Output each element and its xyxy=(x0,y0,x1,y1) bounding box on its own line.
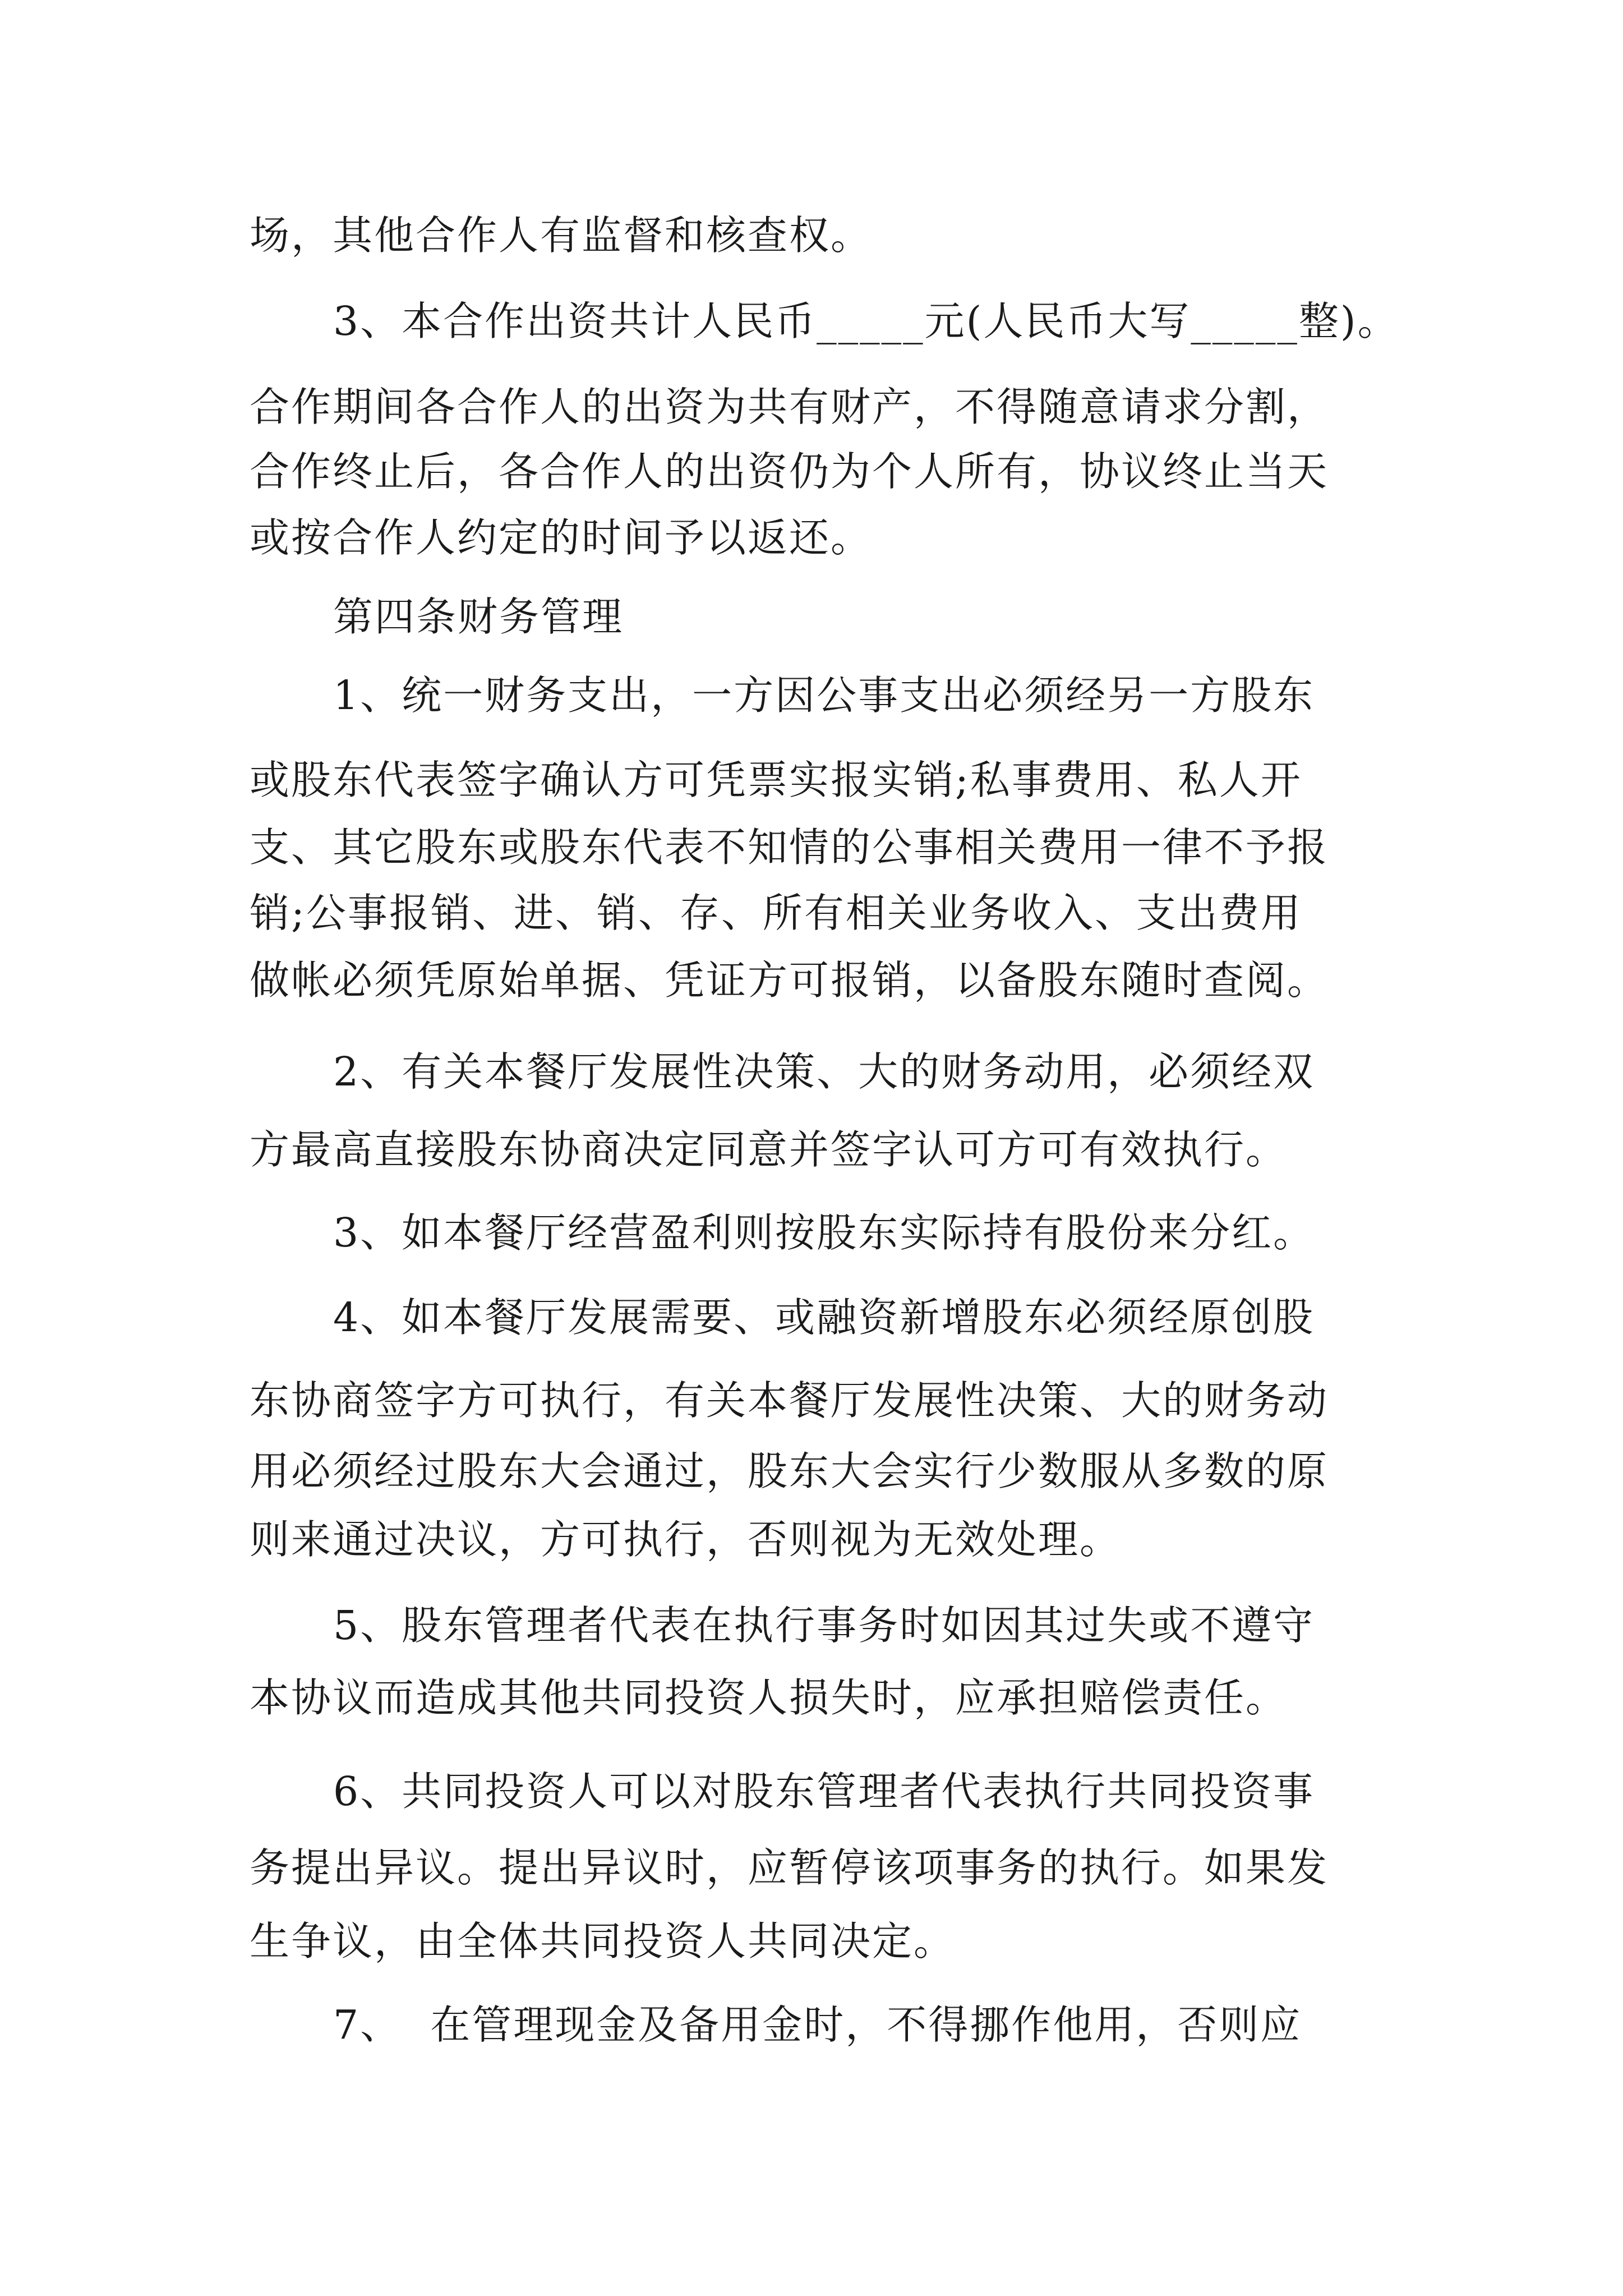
text-line: 场，其他合作人有监督和核查权。 xyxy=(250,212,873,259)
text-line: 生争议，由全体共同投资人共同决定。 xyxy=(250,1918,956,1964)
text-line: 或按合作人约定的时间予以返还。 xyxy=(250,514,873,561)
text-line: 合作期间各合作人的出资为共有财产，不得随意请求分割， xyxy=(250,384,1329,430)
text-line: 2、有关本餐厅发展性决策、大的财务动用，必须经双 xyxy=(333,1048,1315,1095)
text-line: 支、其它股东或股东代表不知情的公事相关费用一律不予报 xyxy=(250,824,1329,871)
text-line: 7、 在管理现金及备用金时，不得挪作他用，否则应 xyxy=(333,2001,1302,2048)
text-line: 或股东代表签字确认方可凭票实报实销;私事费用、私人开 xyxy=(250,757,1302,803)
text-line: 销;公事报销、进、销、存、所有相关业务收入、支出费用 xyxy=(250,890,1302,936)
text-line: 合作终止后，各合作人的出资仍为个人所有，协议终止当天 xyxy=(250,448,1329,495)
text-line: 做帐必须凭原始单据、凭证方可报销，以备股东随时查阅。 xyxy=(250,957,1329,1004)
text-line: 3、本合作出资共计人民币_____元(人民币大写_____整)。 xyxy=(333,298,1399,344)
text-line: 5、股东管理者代表在执行事务时如因其过失或不遵守 xyxy=(333,1602,1315,1649)
text-line: 则来通过决议，方可执行，否则视为无效处理。 xyxy=(250,1516,1122,1563)
text-line: 本协议而造成其他共同投资人损失时，应承担赔偿责任。 xyxy=(250,1674,1288,1721)
text-line: 6、共同投资人可以对股东管理者代表执行共同投资事 xyxy=(333,1768,1315,1815)
text-line: 务提出异议。提出异议时，应暂停该项事务的执行。如果发 xyxy=(250,1844,1329,1891)
text-line: 3、如本餐厅经营盈利则按股东实际持有股份来分红。 xyxy=(333,1209,1315,1256)
text-line: 4、如本餐厅发展需要、或融资新增股东必须经原创股 xyxy=(333,1294,1315,1341)
section-heading: 第四条财务管理 xyxy=(333,593,624,640)
text-line: 东协商签字方可执行，有关本餐厅发展性决策、大的财务动 xyxy=(250,1377,1329,1424)
text-line: 用必须经过股东大会通过，股东大会实行少数服从多数的原 xyxy=(250,1448,1329,1494)
text-line: 1、统一财务支出，一方因公事支出必须经另一方股东 xyxy=(333,672,1315,719)
text-line: 方最高直接股东协商决定同意并签字认可方可有效执行。 xyxy=(250,1126,1288,1173)
